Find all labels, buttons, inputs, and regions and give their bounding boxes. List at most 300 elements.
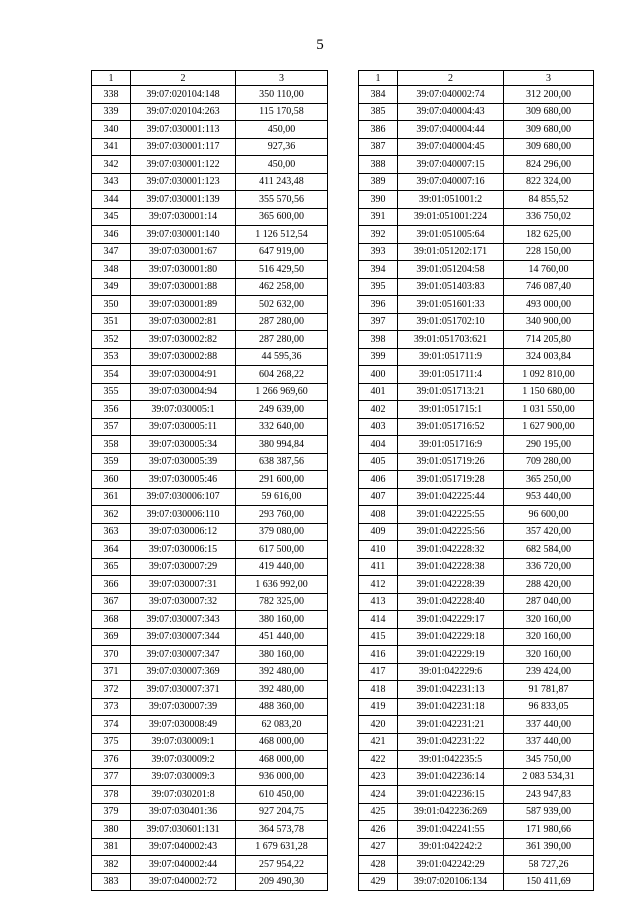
value-cell: 822 324,00 bbox=[504, 173, 594, 191]
cadastral-number-cell: 39:01:042229:19 bbox=[398, 646, 504, 664]
cadastral-number-cell: 39:01:042228:39 bbox=[398, 576, 504, 594]
row-number-cell: 366 bbox=[92, 576, 131, 594]
value-cell: 488 360,00 bbox=[236, 698, 328, 716]
table-row bbox=[359, 786, 594, 804]
value-cell: 171 980,66 bbox=[504, 821, 594, 839]
value-cell: 336 750,02 bbox=[504, 208, 594, 226]
cadastral-number-cell: 39:01:042241:55 bbox=[398, 821, 504, 839]
cadastral-number-cell: 39:07:040002:74 bbox=[398, 86, 504, 104]
value-cell: 1 636 992,00 bbox=[236, 576, 328, 594]
table-row bbox=[359, 838, 594, 856]
row-number-cell: 341 bbox=[92, 138, 131, 156]
table-row bbox=[92, 628, 328, 646]
row-number-cell: 416 bbox=[359, 646, 398, 664]
row-number-cell: 409 bbox=[359, 523, 398, 541]
table-row bbox=[92, 576, 328, 594]
table-row bbox=[359, 261, 594, 279]
row-number-cell: 382 bbox=[92, 856, 131, 874]
row-number-cell: 378 bbox=[92, 786, 131, 804]
table-row bbox=[92, 453, 328, 471]
cadastral-number-cell: 39:07:040004:44 bbox=[398, 121, 504, 139]
cadastral-number-cell: 39:07:020104:148 bbox=[131, 86, 236, 104]
row-number-cell: 401 bbox=[359, 383, 398, 401]
table-row bbox=[359, 768, 594, 786]
value-cell: 312 200,00 bbox=[504, 86, 594, 104]
table-row bbox=[92, 138, 328, 156]
row-number-cell: 421 bbox=[359, 733, 398, 751]
cadastral-number-cell: 39:07:030002:82 bbox=[131, 331, 236, 349]
cadastral-number-cell: 39:01:051001:224 bbox=[398, 208, 504, 226]
table-row bbox=[359, 226, 594, 244]
value-cell: 502 632,00 bbox=[236, 296, 328, 314]
row-number-cell: 346 bbox=[92, 226, 131, 244]
row-number-cell: 354 bbox=[92, 366, 131, 384]
row-number-cell: 399 bbox=[359, 348, 398, 366]
value-cell: 1 150 680,00 bbox=[504, 383, 594, 401]
cadastral-number-cell: 39:01:042228:38 bbox=[398, 558, 504, 576]
row-number-cell: 361 bbox=[92, 488, 131, 506]
value-cell: 516 429,50 bbox=[236, 261, 328, 279]
cadastral-number-cell: 39:01:042236:14 bbox=[398, 768, 504, 786]
value-cell: 824 296,00 bbox=[504, 156, 594, 174]
row-number-cell: 394 bbox=[359, 261, 398, 279]
row-number-cell: 376 bbox=[92, 751, 131, 769]
table-row bbox=[359, 296, 594, 314]
table-row bbox=[359, 698, 594, 716]
table-row bbox=[359, 576, 594, 594]
cadastral-number-cell: 39:01:051719:28 bbox=[398, 471, 504, 489]
row-number-cell: 384 bbox=[359, 86, 398, 104]
table-row bbox=[359, 821, 594, 839]
value-cell: 610 450,00 bbox=[236, 786, 328, 804]
row-number-cell: 397 bbox=[359, 313, 398, 331]
row-number-cell: 375 bbox=[92, 733, 131, 751]
page-number: 5 bbox=[316, 37, 324, 53]
row-number-cell: 417 bbox=[359, 663, 398, 681]
row-number-cell: 350 bbox=[92, 296, 131, 314]
value-cell: 293 760,00 bbox=[236, 506, 328, 524]
value-cell: 288 420,00 bbox=[504, 576, 594, 594]
row-number-cell: 403 bbox=[359, 418, 398, 436]
cadastral-number-cell: 39:07:030006:107 bbox=[131, 488, 236, 506]
table-row bbox=[359, 663, 594, 681]
left-table bbox=[91, 70, 328, 891]
cadastral-number-cell: 39:07:030001:89 bbox=[131, 296, 236, 314]
table-row bbox=[359, 278, 594, 296]
row-number-cell: 373 bbox=[92, 698, 131, 716]
value-cell: 340 900,00 bbox=[504, 313, 594, 331]
value-cell: 419 440,00 bbox=[236, 558, 328, 576]
table-row bbox=[92, 383, 328, 401]
value-cell: 182 625,00 bbox=[504, 226, 594, 244]
table-row bbox=[92, 331, 328, 349]
table-row bbox=[359, 628, 594, 646]
row-number-cell: 418 bbox=[359, 681, 398, 699]
cadastral-number-cell: 39:07:040004:43 bbox=[398, 103, 504, 121]
table-row bbox=[92, 121, 328, 139]
value-cell: 345 750,00 bbox=[504, 751, 594, 769]
cadastral-number-cell: 39:07:030001:139 bbox=[131, 191, 236, 209]
row-number-cell: 367 bbox=[92, 593, 131, 611]
row-number-cell: 390 bbox=[359, 191, 398, 209]
table-row bbox=[359, 593, 594, 611]
value-cell: 115 170,58 bbox=[236, 103, 328, 121]
row-number-cell: 372 bbox=[92, 681, 131, 699]
cadastral-number-cell: 39:07:030007:31 bbox=[131, 576, 236, 594]
row-number-cell: 392 bbox=[359, 226, 398, 244]
table-row bbox=[359, 646, 594, 664]
table-row bbox=[92, 471, 328, 489]
value-cell: 96 833,05 bbox=[504, 698, 594, 716]
value-cell: 332 640,00 bbox=[236, 418, 328, 436]
value-cell: 936 000,00 bbox=[236, 768, 328, 786]
value-cell: 257 954,22 bbox=[236, 856, 328, 874]
value-cell: 150 411,69 bbox=[504, 873, 594, 891]
table-row bbox=[92, 261, 328, 279]
cadastral-number-cell: 39:01:051702:10 bbox=[398, 313, 504, 331]
cadastral-number-cell: 39:07:030005:1 bbox=[131, 401, 236, 419]
table-row bbox=[92, 698, 328, 716]
row-number-cell: 359 bbox=[92, 453, 131, 471]
table-row bbox=[92, 313, 328, 331]
value-cell: 337 440,00 bbox=[504, 716, 594, 734]
row-number-cell: 429 bbox=[359, 873, 398, 891]
value-cell: 290 195,00 bbox=[504, 436, 594, 454]
cadastral-number-cell: 39:07:040002:72 bbox=[131, 873, 236, 891]
value-cell: 746 087,40 bbox=[504, 278, 594, 296]
row-number-cell: 420 bbox=[359, 716, 398, 734]
table-row bbox=[359, 716, 594, 734]
cadastral-number-cell: 39:07:030601:131 bbox=[131, 821, 236, 839]
cadastral-number-cell: 39:01:042231:21 bbox=[398, 716, 504, 734]
cadastral-number-cell: 39:07:030008:49 bbox=[131, 716, 236, 734]
cadastral-number-cell: 39:01:042229:17 bbox=[398, 611, 504, 629]
table-row bbox=[359, 558, 594, 576]
table-row bbox=[92, 523, 328, 541]
cadastral-number-cell: 39:01:051204:58 bbox=[398, 261, 504, 279]
row-number-cell: 419 bbox=[359, 698, 398, 716]
value-cell: 411 243,48 bbox=[236, 173, 328, 191]
table-row bbox=[92, 278, 328, 296]
cadastral-number-cell: 39:01:042236:269 bbox=[398, 803, 504, 821]
column-header: 3 bbox=[236, 71, 328, 86]
table-row bbox=[92, 191, 328, 209]
table-row bbox=[92, 506, 328, 524]
table-row bbox=[359, 121, 594, 139]
value-cell: 380 160,00 bbox=[236, 646, 328, 664]
value-cell: 1 031 550,00 bbox=[504, 401, 594, 419]
cadastral-number-cell: 39:07:030005:46 bbox=[131, 471, 236, 489]
value-cell: 953 440,00 bbox=[504, 488, 594, 506]
table-row bbox=[359, 523, 594, 541]
row-number-cell: 385 bbox=[359, 103, 398, 121]
column-header: 1 bbox=[359, 71, 398, 86]
value-cell: 361 390,00 bbox=[504, 838, 594, 856]
cadastral-number-cell: 39:01:042242:2 bbox=[398, 838, 504, 856]
row-number-cell: 398 bbox=[359, 331, 398, 349]
cadastral-number-cell: 39:07:030001:117 bbox=[131, 138, 236, 156]
cadastral-number-cell: 39:07:030002:81 bbox=[131, 313, 236, 331]
cadastral-number-cell: 39:07:030006:15 bbox=[131, 541, 236, 559]
row-number-cell: 345 bbox=[92, 208, 131, 226]
value-cell: 287 280,00 bbox=[236, 331, 328, 349]
cadastral-number-cell: 39:07:040004:45 bbox=[398, 138, 504, 156]
table-row bbox=[359, 873, 594, 891]
cadastral-number-cell: 39:07:030009:3 bbox=[131, 768, 236, 786]
value-cell: 324 003,84 bbox=[504, 348, 594, 366]
cadastral-number-cell: 39:07:040007:15 bbox=[398, 156, 504, 174]
cadastral-number-cell: 39:01:051711:4 bbox=[398, 366, 504, 384]
cadastral-number-cell: 39:07:020104:263 bbox=[131, 103, 236, 121]
table-row bbox=[92, 401, 328, 419]
column-header: 1 bbox=[92, 71, 131, 86]
right-table bbox=[358, 70, 594, 891]
table-row bbox=[92, 751, 328, 769]
table-row bbox=[359, 401, 594, 419]
table-row bbox=[359, 86, 594, 104]
value-cell: 239 424,00 bbox=[504, 663, 594, 681]
value-cell: 647 919,00 bbox=[236, 243, 328, 261]
table-row bbox=[92, 733, 328, 751]
cadastral-number-cell: 39:01:051716:52 bbox=[398, 418, 504, 436]
cadastral-number-cell: 39:07:030007:29 bbox=[131, 558, 236, 576]
value-cell: 638 387,56 bbox=[236, 453, 328, 471]
table-row bbox=[92, 348, 328, 366]
value-cell: 1 627 900,00 bbox=[504, 418, 594, 436]
row-number-cell: 404 bbox=[359, 436, 398, 454]
value-cell: 96 600,00 bbox=[504, 506, 594, 524]
cadastral-number-cell: 39:01:042235:5 bbox=[398, 751, 504, 769]
row-number-cell: 365 bbox=[92, 558, 131, 576]
column-header: 2 bbox=[131, 71, 236, 86]
value-cell: 365 250,00 bbox=[504, 471, 594, 489]
value-cell: 468 000,00 bbox=[236, 733, 328, 751]
value-cell: 709 280,00 bbox=[504, 453, 594, 471]
value-cell: 91 781,87 bbox=[504, 681, 594, 699]
row-number-cell: 410 bbox=[359, 541, 398, 559]
value-cell: 927 204,75 bbox=[236, 803, 328, 821]
cadastral-number-cell: 39:01:042229:6 bbox=[398, 663, 504, 681]
value-cell: 365 600,00 bbox=[236, 208, 328, 226]
row-number-cell: 407 bbox=[359, 488, 398, 506]
value-cell: 59 616,00 bbox=[236, 488, 328, 506]
value-cell: 287 040,00 bbox=[504, 593, 594, 611]
cadastral-number-cell: 39:01:042225:44 bbox=[398, 488, 504, 506]
row-number-cell: 338 bbox=[92, 86, 131, 104]
table-row bbox=[92, 646, 328, 664]
cadastral-number-cell: 39:01:042231:22 bbox=[398, 733, 504, 751]
value-cell: 320 160,00 bbox=[504, 646, 594, 664]
cadastral-number-cell: 39:07:030401:36 bbox=[131, 803, 236, 821]
value-cell: 468 000,00 bbox=[236, 751, 328, 769]
value-cell: 337 440,00 bbox=[504, 733, 594, 751]
cadastral-number-cell: 39:07:030006:12 bbox=[131, 523, 236, 541]
value-cell: 58 727,26 bbox=[504, 856, 594, 874]
column-header: 3 bbox=[504, 71, 594, 86]
cadastral-number-cell: 39:07:030002:88 bbox=[131, 348, 236, 366]
row-number-cell: 358 bbox=[92, 436, 131, 454]
row-number-cell: 357 bbox=[92, 418, 131, 436]
cadastral-number-cell: 39:07:030007:369 bbox=[131, 663, 236, 681]
table-row bbox=[359, 383, 594, 401]
table-row bbox=[359, 208, 594, 226]
table-row bbox=[92, 243, 328, 261]
cadastral-number-cell: 39:01:051601:33 bbox=[398, 296, 504, 314]
cadastral-number-cell: 39:07:030201:8 bbox=[131, 786, 236, 804]
table-row bbox=[359, 156, 594, 174]
row-number-cell: 360 bbox=[92, 471, 131, 489]
value-cell: 927,36 bbox=[236, 138, 328, 156]
cadastral-number-cell: 39:01:051403:83 bbox=[398, 278, 504, 296]
value-cell: 357 420,00 bbox=[504, 523, 594, 541]
row-number-cell: 400 bbox=[359, 366, 398, 384]
value-cell: 782 325,00 bbox=[236, 593, 328, 611]
cadastral-number-cell: 39:01:051005:64 bbox=[398, 226, 504, 244]
row-number-cell: 415 bbox=[359, 628, 398, 646]
row-number-cell: 368 bbox=[92, 611, 131, 629]
row-number-cell: 349 bbox=[92, 278, 131, 296]
value-cell: 2 083 534,31 bbox=[504, 768, 594, 786]
cadastral-number-cell: 39:01:042242:29 bbox=[398, 856, 504, 874]
value-cell: 320 160,00 bbox=[504, 628, 594, 646]
row-number-cell: 351 bbox=[92, 313, 131, 331]
value-cell: 1 092 810,00 bbox=[504, 366, 594, 384]
row-number-cell: 412 bbox=[359, 576, 398, 594]
table-row bbox=[92, 681, 328, 699]
cadastral-number-cell: 39:07:030007:347 bbox=[131, 646, 236, 664]
value-cell: 249 639,00 bbox=[236, 401, 328, 419]
table-row bbox=[359, 453, 594, 471]
cadastral-number-cell: 39:07:030001:113 bbox=[131, 121, 236, 139]
cadastral-number-cell: 39:01:042231:18 bbox=[398, 698, 504, 716]
cadastral-number-cell: 39:07:030007:39 bbox=[131, 698, 236, 716]
row-number-cell: 347 bbox=[92, 243, 131, 261]
table-row bbox=[359, 436, 594, 454]
cadastral-number-cell: 39:07:030007:32 bbox=[131, 593, 236, 611]
cadastral-number-cell: 39:01:051703:621 bbox=[398, 331, 504, 349]
cadastral-number-cell: 39:01:042236:15 bbox=[398, 786, 504, 804]
cadastral-number-cell: 39:07:030007:371 bbox=[131, 681, 236, 699]
table-row bbox=[92, 611, 328, 629]
table-row bbox=[359, 331, 594, 349]
value-cell: 380 994,84 bbox=[236, 436, 328, 454]
row-number-cell: 396 bbox=[359, 296, 398, 314]
table-row bbox=[359, 418, 594, 436]
table-row bbox=[359, 541, 594, 559]
value-cell: 682 584,00 bbox=[504, 541, 594, 559]
cadastral-number-cell: 39:07:030001:122 bbox=[131, 156, 236, 174]
row-number-cell: 387 bbox=[359, 138, 398, 156]
table-row bbox=[92, 873, 328, 891]
value-cell: 364 573,78 bbox=[236, 821, 328, 839]
table-row bbox=[359, 243, 594, 261]
table-row bbox=[92, 541, 328, 559]
cadastral-number-cell: 39:07:040002:43 bbox=[131, 838, 236, 856]
table-row bbox=[359, 751, 594, 769]
table-row bbox=[359, 803, 594, 821]
row-number-cell: 391 bbox=[359, 208, 398, 226]
row-number-cell: 352 bbox=[92, 331, 131, 349]
value-cell: 14 760,00 bbox=[504, 261, 594, 279]
column-header: 2 bbox=[398, 71, 504, 86]
cadastral-number-cell: 39:07:040002:44 bbox=[131, 856, 236, 874]
value-cell: 291 600,00 bbox=[236, 471, 328, 489]
table-row bbox=[92, 208, 328, 226]
value-cell: 450,00 bbox=[236, 121, 328, 139]
value-cell: 450,00 bbox=[236, 156, 328, 174]
row-number-cell: 363 bbox=[92, 523, 131, 541]
row-number-cell: 425 bbox=[359, 803, 398, 821]
row-number-cell: 405 bbox=[359, 453, 398, 471]
value-cell: 379 080,00 bbox=[236, 523, 328, 541]
row-number-cell: 402 bbox=[359, 401, 398, 419]
table-row bbox=[92, 821, 328, 839]
table-row bbox=[92, 366, 328, 384]
table-row bbox=[92, 436, 328, 454]
row-number-cell: 364 bbox=[92, 541, 131, 559]
value-cell: 493 000,00 bbox=[504, 296, 594, 314]
cadastral-number-cell: 39:07:030005:11 bbox=[131, 418, 236, 436]
cadastral-number-cell: 39:07:030001:67 bbox=[131, 243, 236, 261]
row-number-cell: 411 bbox=[359, 558, 398, 576]
cadastral-number-cell: 39:07:030001:140 bbox=[131, 226, 236, 244]
value-cell: 309 680,00 bbox=[504, 103, 594, 121]
cadastral-number-cell: 39:01:051716:9 bbox=[398, 436, 504, 454]
value-cell: 44 595,36 bbox=[236, 348, 328, 366]
row-number-cell: 414 bbox=[359, 611, 398, 629]
row-number-cell: 348 bbox=[92, 261, 131, 279]
cadastral-number-cell: 39:07:030005:34 bbox=[131, 436, 236, 454]
table-row bbox=[92, 103, 328, 121]
table-row bbox=[359, 313, 594, 331]
row-number-cell: 353 bbox=[92, 348, 131, 366]
row-number-cell: 427 bbox=[359, 838, 398, 856]
cadastral-number-cell: 39:07:030009:2 bbox=[131, 751, 236, 769]
table-row bbox=[359, 471, 594, 489]
row-number-cell: 342 bbox=[92, 156, 131, 174]
row-number-cell: 339 bbox=[92, 103, 131, 121]
row-number-cell: 369 bbox=[92, 628, 131, 646]
cadastral-number-cell: 39:07:030005:39 bbox=[131, 453, 236, 471]
cadastral-number-cell: 39:07:030001:80 bbox=[131, 261, 236, 279]
value-cell: 617 500,00 bbox=[236, 541, 328, 559]
value-cell: 462 258,00 bbox=[236, 278, 328, 296]
table-row bbox=[92, 838, 328, 856]
cadastral-number-cell: 39:07:040007:16 bbox=[398, 173, 504, 191]
cadastral-number-cell: 39:07:030001:123 bbox=[131, 173, 236, 191]
value-cell: 350 110,00 bbox=[236, 86, 328, 104]
cadastral-number-cell: 39:01:051713:21 bbox=[398, 383, 504, 401]
cadastral-number-cell: 39:07:030007:343 bbox=[131, 611, 236, 629]
row-number-cell: 428 bbox=[359, 856, 398, 874]
value-cell: 1 266 969,60 bbox=[236, 383, 328, 401]
table-row bbox=[359, 506, 594, 524]
cadastral-number-cell: 39:01:051001:2 bbox=[398, 191, 504, 209]
row-number-cell: 386 bbox=[359, 121, 398, 139]
table-row bbox=[359, 733, 594, 751]
row-number-cell: 389 bbox=[359, 173, 398, 191]
table-row bbox=[359, 488, 594, 506]
cadastral-number-cell: 39:01:042228:40 bbox=[398, 593, 504, 611]
table-row bbox=[359, 348, 594, 366]
row-number-cell: 355 bbox=[92, 383, 131, 401]
value-cell: 392 480,00 bbox=[236, 663, 328, 681]
table-row bbox=[92, 768, 328, 786]
row-number-cell: 379 bbox=[92, 803, 131, 821]
table-header-row bbox=[92, 71, 328, 86]
table-row bbox=[92, 488, 328, 506]
table-row bbox=[359, 173, 594, 191]
